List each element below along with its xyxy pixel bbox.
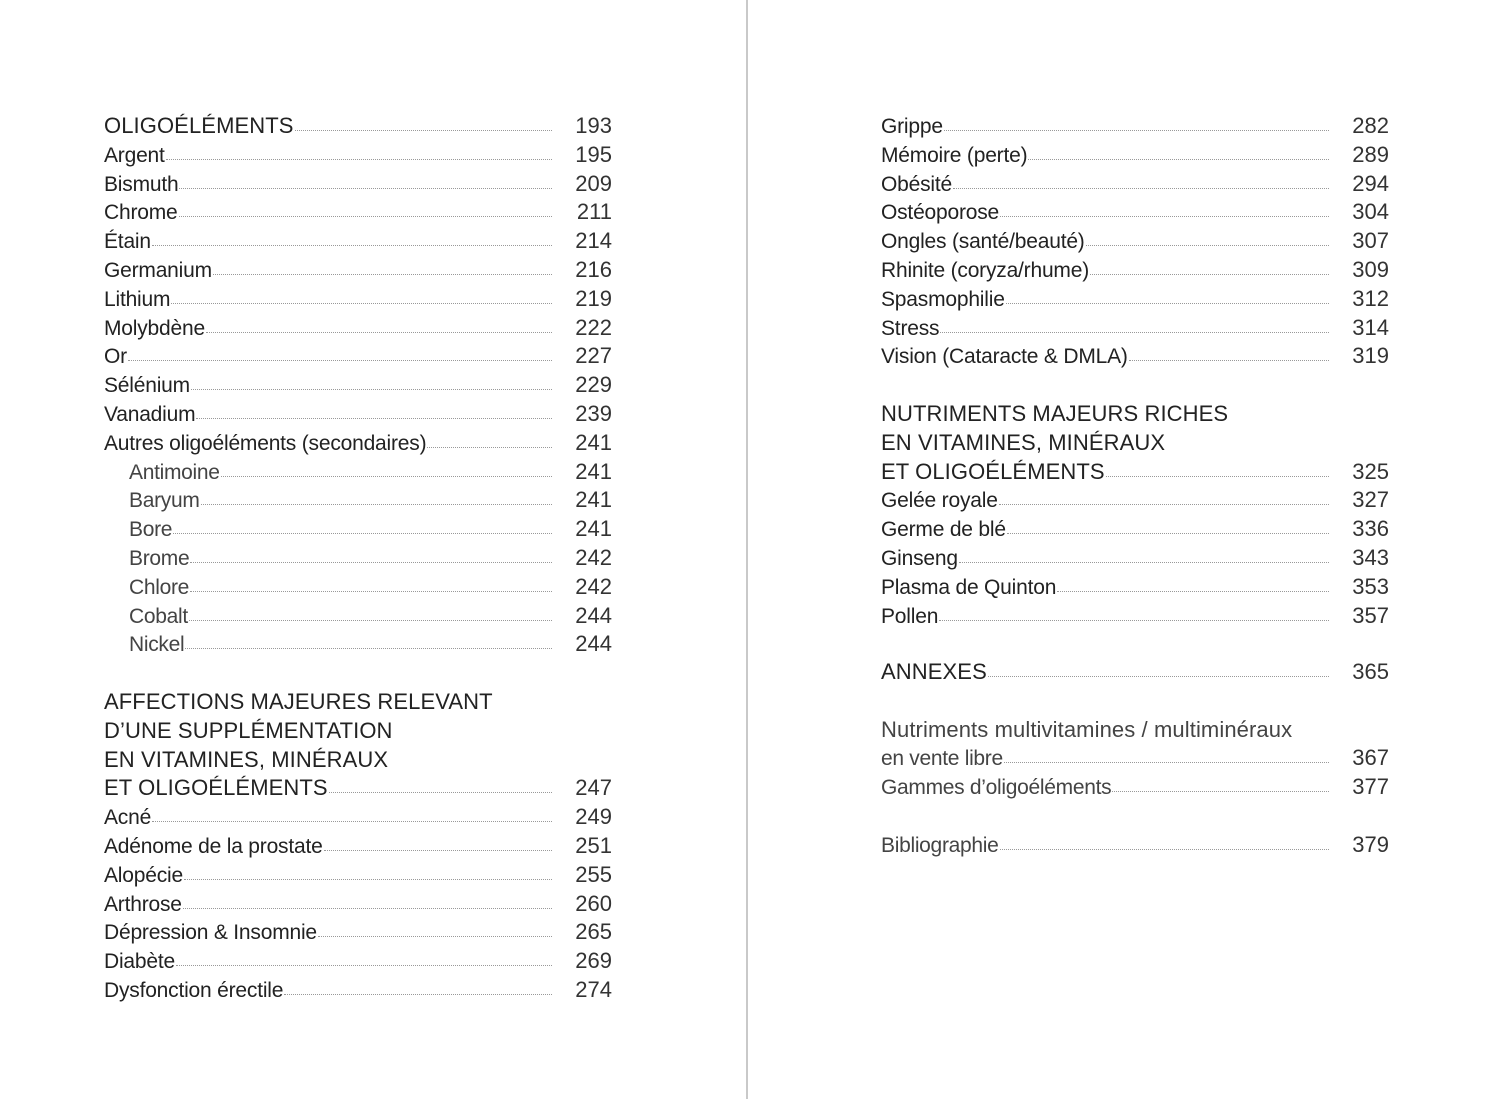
toc-page-number: 211 (576, 199, 612, 225)
toc-entry-label: Obésité (881, 172, 952, 196)
toc-subentry-label: Cobalt (129, 604, 188, 628)
toc-page-number: 379 (1352, 831, 1389, 857)
toc-entry-label: Pollen (881, 604, 939, 628)
toc-entry-label: Plasma de Quinton (881, 575, 1057, 599)
toc-entry[interactable] (104, 199, 612, 228)
dot-leader (1090, 274, 1329, 275)
dot-leader (1106, 476, 1329, 477)
toc-page-number: 274 (575, 976, 612, 1002)
dot-leader (185, 648, 552, 649)
toc-subentry-label: Chlore (129, 575, 190, 599)
toc-page-number: 219 (575, 285, 612, 311)
dot-leader (179, 188, 552, 189)
toc-subentry[interactable] (104, 487, 612, 516)
toc-entry-label: Vanadium (104, 402, 196, 426)
toc-page-number: 289 (1352, 141, 1389, 167)
dot-leader (176, 965, 552, 966)
toc-entry[interactable] (881, 113, 1389, 142)
toc-left-page (104, 113, 612, 1006)
toc-heading-line: NUTRIMENTS MAJEURS RICHES (881, 400, 1229, 426)
section-spacer (881, 372, 1389, 401)
toc-page-number: 249 (575, 804, 612, 830)
toc-entry[interactable] (881, 142, 1389, 171)
toc-entry[interactable] (104, 171, 612, 200)
toc-entry-label: Diabète (104, 950, 175, 974)
toc-entry[interactable] (104, 228, 612, 257)
dot-leader (152, 245, 552, 246)
dot-leader (183, 908, 552, 909)
toc-entry[interactable] (104, 257, 612, 286)
toc-entry-label: Étain (104, 230, 151, 254)
dot-leader (191, 389, 552, 390)
toc-page-number: 241 (575, 487, 612, 513)
toc-page-number: 216 (575, 256, 612, 282)
toc-page-number: 336 (1352, 516, 1389, 542)
toc-page-number: 242 (575, 544, 612, 570)
toc-page-number: 255 (575, 861, 612, 887)
dot-leader (427, 447, 552, 448)
dot-leader (284, 994, 552, 995)
dot-leader (1000, 849, 1329, 850)
toc-entry-label: Adénome de la prostate (104, 834, 323, 858)
dot-leader (953, 188, 1329, 189)
toc-annex-entry[interactable] (881, 774, 1389, 803)
toc-page-number: 304 (1352, 199, 1389, 225)
toc-entry[interactable] (104, 401, 612, 430)
toc-subentry[interactable] (104, 631, 612, 660)
toc-entry[interactable] (881, 228, 1389, 257)
toc-heading-label: ET OLIGOÉLÉMENTS (881, 458, 1105, 484)
toc-entry[interactable] (881, 516, 1389, 545)
toc-page-number: 282 (1352, 113, 1389, 138)
toc-heading-label: ANNEXES (881, 659, 987, 685)
toc-page-number: 357 (1352, 602, 1389, 628)
toc-page-number: 377 (1352, 774, 1389, 800)
toc-page-number: 353 (1352, 573, 1389, 599)
toc-heading-line: AFFECTIONS MAJEURES RELEVANT (104, 688, 493, 714)
toc-entry-label: Ostéoporose (881, 201, 1000, 225)
toc-page-number: 265 (575, 919, 612, 945)
toc-entry-label: Argent (104, 143, 165, 167)
dot-leader (1086, 245, 1329, 246)
toc-page-number: 241 (575, 458, 612, 484)
dot-leader (1129, 360, 1329, 361)
toc-annex-entry[interactable] (881, 745, 1389, 774)
section-spacer (881, 631, 1389, 659)
toc-entry-label: Bismuth (104, 172, 179, 196)
toc-entry-label: Spasmophilie (881, 287, 1005, 311)
section-spacer (104, 660, 612, 689)
toc-page-number: 325 (1352, 458, 1389, 484)
toc-entry-label: Arthrose (104, 892, 182, 916)
toc-heading-affections[interactable] (104, 775, 612, 804)
toc-entry[interactable] (104, 804, 612, 833)
toc-page-number: 365 (1352, 659, 1389, 685)
toc-page-number: 244 (575, 631, 612, 657)
toc-entry-label: Alopécie (104, 863, 183, 887)
toc-entry-label: Lithium (104, 287, 171, 311)
toc-entry-label: Dysfonction érectile (104, 978, 284, 1002)
toc-heading-oligoelements[interactable] (104, 113, 612, 142)
dot-leader (940, 332, 1329, 333)
dot-leader (324, 850, 552, 851)
toc-subentry[interactable] (104, 459, 612, 488)
toc-entry-label: Germanium (104, 258, 212, 282)
toc-page-number: 269 (575, 948, 612, 974)
toc-page-number: 314 (1352, 314, 1389, 340)
toc-entry[interactable] (104, 977, 612, 1006)
dot-leader (988, 676, 1329, 677)
dot-leader (1007, 533, 1329, 534)
toc-page-number: 242 (575, 573, 612, 599)
toc-page-number: 244 (575, 602, 612, 628)
toc-entry[interactable] (104, 286, 612, 315)
toc-entry-label: Stress (881, 316, 940, 340)
toc-entry[interactable] (104, 315, 612, 344)
toc-entry[interactable] (104, 948, 612, 977)
toc-entry-label: Acné (104, 806, 152, 830)
toc-subentry[interactable] (104, 516, 612, 545)
toc-page-number: 319 (1352, 343, 1389, 369)
dot-leader (939, 620, 1329, 621)
toc-page-number: 193 (575, 113, 612, 138)
toc-page-number: 312 (1352, 285, 1389, 311)
toc-page-number: 241 (575, 429, 612, 455)
toc-entry[interactable] (881, 257, 1389, 286)
dot-leader (329, 792, 552, 793)
toc-entry[interactable] (881, 574, 1389, 603)
toc-subentry-label: Nickel (129, 633, 185, 657)
toc-entry-label: Chrome (104, 201, 178, 225)
toc-subentry[interactable] (104, 545, 612, 574)
toc-entry[interactable] (881, 315, 1389, 344)
toc-entry-label: Autres oligoéléments (secondaires) (104, 431, 427, 455)
toc-entry[interactable] (104, 343, 612, 372)
toc-page-number: 367 (1352, 745, 1389, 771)
dot-leader (206, 332, 552, 333)
page-gutter (746, 0, 748, 1099)
toc-entry-label: Vision (Cataracte & DMLA) (881, 345, 1128, 369)
toc-entry[interactable] (104, 919, 612, 948)
toc-right-page (881, 113, 1389, 861)
toc-entry-label: en vente libre (881, 747, 1003, 771)
toc-page-number: 222 (575, 314, 612, 340)
toc-entry-label: Dépression & Insomnie (104, 921, 317, 945)
dot-leader (959, 562, 1329, 563)
dot-leader (152, 821, 552, 822)
toc-subentry-label: Antimoine (129, 460, 220, 484)
toc-entry[interactable] (104, 833, 612, 862)
toc-page-number: 241 (575, 516, 612, 542)
dot-leader (179, 216, 553, 217)
dot-leader (196, 418, 552, 419)
toc-page-number: 309 (1352, 256, 1389, 282)
dot-leader (213, 274, 552, 275)
toc-entry[interactable] (881, 286, 1389, 315)
toc-entry-label: Sélénium (104, 374, 190, 398)
toc-subentry-label: Brome (129, 546, 190, 570)
dot-leader (944, 130, 1329, 131)
toc-entry[interactable] (881, 199, 1389, 228)
toc-entry-label: Ongles (santé/beauté) (881, 230, 1085, 254)
toc-page-number: 260 (575, 890, 612, 916)
dot-leader (171, 303, 552, 304)
toc-entry[interactable] (881, 487, 1389, 516)
toc-annex-entry[interactable] (881, 832, 1389, 861)
toc-annex-line: Nutriments multivitamines / multiminéraux (881, 716, 1293, 742)
dot-leader (1000, 216, 1329, 217)
toc-subentry-label: Baryum (129, 489, 200, 513)
toc-subentry-label: Bore (129, 518, 173, 542)
toc-page-number: 214 (575, 228, 612, 254)
toc-entry-label: Mémoire (perte) (881, 143, 1028, 167)
dot-leader (295, 130, 552, 131)
toc-subentry[interactable] (104, 574, 612, 603)
dot-leader (184, 879, 552, 880)
toc-entry-label: Molybdène (104, 316, 205, 340)
dot-leader (190, 562, 552, 563)
toc-entry-label: Gammes d’oligoéléments (881, 776, 1112, 800)
toc-entry[interactable] (881, 603, 1389, 632)
toc-page-number: 229 (575, 372, 612, 398)
toc-page-number: 209 (575, 170, 612, 196)
toc-page-number: 251 (575, 832, 612, 858)
dot-leader (166, 159, 552, 160)
dot-leader (1028, 159, 1329, 160)
dot-leader (221, 476, 552, 477)
toc-page-number: 195 (575, 141, 612, 167)
dot-leader (190, 591, 552, 592)
toc-page-number: 247 (575, 775, 612, 801)
toc-page-number: 327 (1352, 487, 1389, 513)
toc-subentry[interactable] (104, 603, 612, 632)
toc-entry-label: Germe de blé (881, 518, 1006, 542)
toc-entry[interactable] (104, 372, 612, 401)
toc-entry-label: Or (104, 345, 127, 369)
toc-heading-line: EN VITAMINES, MINÉRAUX (881, 429, 1166, 455)
section-spacer (881, 688, 1389, 717)
toc-heading-line: EN VITAMINES, MINÉRAUX (104, 746, 389, 772)
toc-heading-label: ET OLIGOÉLÉMENTS (104, 775, 328, 801)
dot-leader (201, 504, 552, 505)
toc-heading-label: OLIGOÉLÉMENTS (104, 113, 294, 138)
dot-leader (1006, 303, 1329, 304)
dot-leader (1004, 762, 1329, 763)
toc-entry-label: Bibliographie (881, 833, 999, 857)
toc-page-number: 294 (1352, 170, 1389, 196)
toc-entry[interactable] (104, 430, 612, 459)
section-spacer (881, 803, 1389, 832)
toc-entry[interactable] (104, 891, 612, 920)
toc-heading-line: D’UNE SUPPLÉMENTATION (104, 717, 393, 743)
toc-page-number: 239 (575, 400, 612, 426)
toc-page-number: 227 (575, 343, 612, 369)
dot-leader (1057, 591, 1329, 592)
toc-entry[interactable] (104, 862, 612, 891)
dot-leader (999, 504, 1329, 505)
toc-heading-nutriments[interactable] (881, 459, 1389, 488)
dot-leader (128, 360, 552, 361)
toc-heading-annexes[interactable] (881, 659, 1389, 688)
toc-entry-label: Gelée royale (881, 489, 998, 513)
dot-leader (173, 533, 552, 534)
toc-entry-label: Grippe (881, 115, 943, 138)
toc-page-number: 343 (1352, 544, 1389, 570)
toc-entry[interactable] (881, 343, 1389, 372)
toc-page-number: 307 (1352, 228, 1389, 254)
toc-entry[interactable] (881, 545, 1389, 574)
dot-leader (318, 936, 552, 937)
toc-entry[interactable] (881, 171, 1389, 200)
toc-entry[interactable] (104, 142, 612, 171)
dot-leader (189, 620, 552, 621)
dot-leader (1112, 791, 1329, 792)
toc-entry-label: Ginseng (881, 546, 958, 570)
toc-entry-label: Rhinite (coryza/rhume) (881, 258, 1089, 282)
